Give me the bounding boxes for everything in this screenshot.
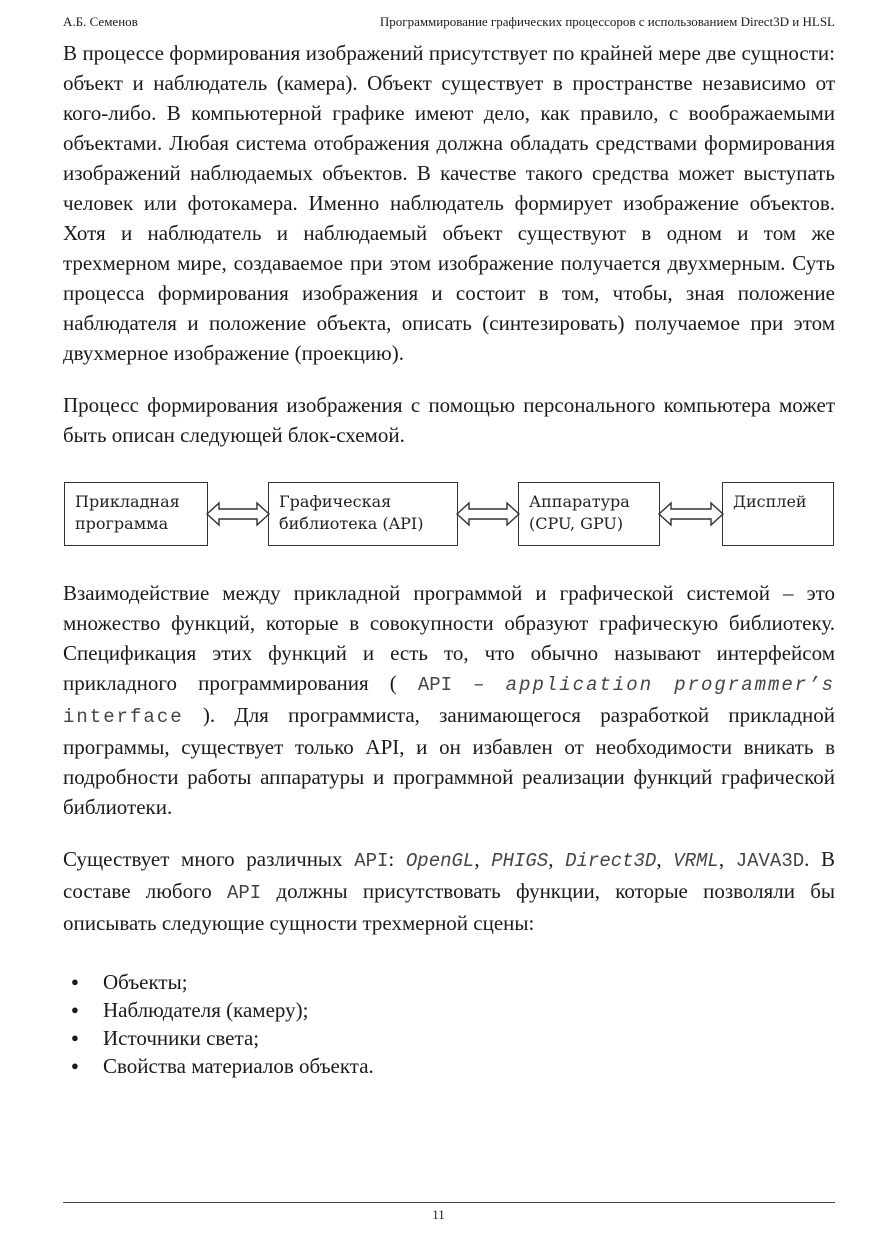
apis-text-3: . В составе любого (63, 847, 836, 903)
box-display-line1: Дисплей (733, 492, 807, 511)
diagram-box-library (268, 482, 458, 546)
page-content (63, 38, 835, 1080)
paragraph-process: Процесс формирования изображения с помощью персонального компьютера может быть описан следующей блок-схемой. (63, 393, 835, 447)
block-diagram (63, 482, 835, 550)
list-item: ● Свойства материалов объекта. (103, 1052, 835, 1080)
footer-divider (63, 1202, 835, 1203)
box-library-line2: библиотека (API) (279, 514, 424, 533)
api-dash: – (473, 674, 485, 696)
api-term-application: application (505, 674, 654, 696)
apis-text-4: должны присутствовать функции, которые позволяли бы описывать следующие сущности трехмерной сцены: (63, 879, 836, 935)
box-library-line1: Графическая (279, 492, 392, 511)
header-author: А.Б. Семенов (63, 14, 138, 29)
apis-text-1: Существует много различных (63, 847, 343, 871)
apis-abbr-1: API (354, 850, 389, 872)
box-hardware-line2: (CPU, GPU) (529, 514, 624, 533)
api-text-before: Взаимодействие между прикладной программой и графической системой – это множество функций, которые в совокупности образуют графическую библиотеку. Спецификация этих функций и есть то, что обычно называют интерфейсом прикладного программирования ( (63, 581, 835, 695)
api-phigs: PHIGS (491, 850, 549, 872)
paragraph-apis-list: Существует много различных API: OpenGL, PHIGS, Direct3D, VRML, JAVA3D. В составе любого API должны присутствовать функции, которые позволяли бы описывать следующие сущности трехмерной сцены: (63, 847, 836, 935)
double-arrow-3 (659, 503, 723, 525)
list-item: ● Наблюдателя (камеру); (103, 996, 835, 1024)
list-item: ● Источники света; (103, 1024, 835, 1052)
api-term-programmer: programmer’s (674, 674, 836, 696)
list-item: ● Объекты; (103, 968, 835, 996)
page-header (63, 14, 835, 36)
api-direct3d: Direct3D (565, 850, 657, 872)
diagram-box-hardware (518, 482, 660, 546)
api-opengl: OpenGL (405, 850, 475, 872)
diagram-box-display (722, 482, 834, 546)
box-application-line1: Прикладная (75, 492, 180, 511)
apis-colon: : (388, 847, 395, 871)
api-term-interface: interface (63, 706, 184, 728)
page-number: 11 (432, 1207, 445, 1222)
header-title: Программирование графических процессоров с использованием Direct3D и HLSL (379, 14, 835, 29)
api-abbr: API (417, 674, 453, 696)
paragraph-api (63, 578, 835, 822)
box-application-line2: программа (75, 514, 169, 533)
box-hardware-line1: Аппаратура (529, 492, 630, 511)
api-text-after: ). Для программиста, занимающегося разработкой прикладной программы, существует только API, и он избавлен от необходимости вникать в подробности работы аппаратуры и программной реализации функций графической библиотеки. (63, 703, 836, 819)
double-arrow-1 (207, 503, 269, 525)
api-java3d: JAVA3D (735, 850, 805, 872)
scene-entities-list (63, 968, 835, 1080)
paragraph-intro: В процессе формирования изображений присутствует по крайней мере две сущности: объект и наблюдатель (камера). Объект существует в пространстве независимо от кого-либо. В компьютерной графике имеют дело, как правило, с воображаемыми объектами. Любая система отображения должна обладать средствами формирования изображений наблюдаемых объектов. В качестве такого средства может выступать человек или фотокамера. Именно наблюдатель формирует изображение объектов. Хотя и наблюдатель и наблюдаемый объект существуют в одном и том же трехмерном мире, создаваемое при этом изображение получается двухмерным. Суть процесса формирования изображения и состоит в том, чтобы, зная положение наблюдателя и положение объекта, описать (синтезировать) получаемое при этом двухмерное изображение (проекцию). (63, 41, 835, 365)
diagram-box-application (64, 482, 208, 546)
apis-abbr-2: API (226, 882, 262, 904)
api-vrml: VRML (673, 850, 719, 872)
double-arrow-2 (457, 503, 519, 525)
